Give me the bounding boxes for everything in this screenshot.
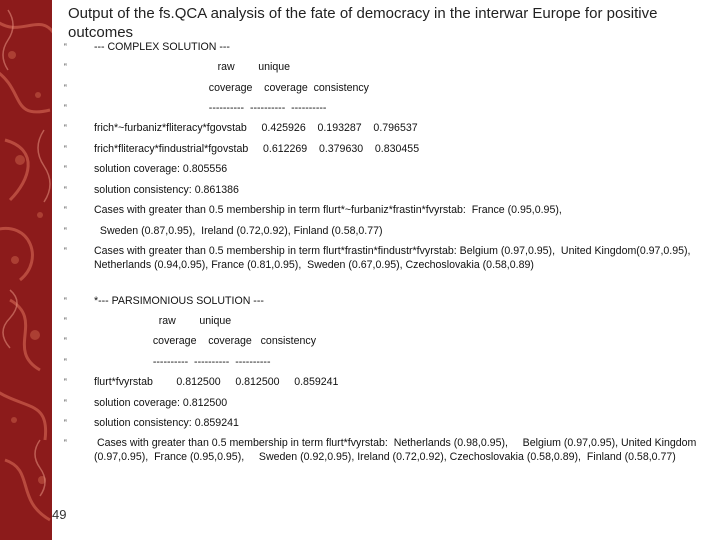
slide-title: Output of the fs.QCA analysis of the fate of democracy in the interwar Europe for positive outcomes xyxy=(68,5,658,41)
bullet-line xyxy=(64,376,712,397)
bullet-marker: ‟ xyxy=(64,246,67,256)
bullet-line xyxy=(64,82,712,102)
bullet-marker: ‟ xyxy=(64,123,67,133)
bullet-line xyxy=(64,102,712,122)
bullet-marker: ‟ xyxy=(64,103,67,113)
bullet-line xyxy=(64,397,712,417)
bullet-text: flurt*fvyrstab 0.812500 0.812500 0.859241 xyxy=(94,376,339,388)
bullet-line xyxy=(64,225,712,245)
bullet-text: Cases with greater than 0.5 membership in term flurt*frastin*findustr*fvyrstab: Belgium (0.97,0.95), United Kingdom(0.97,0.95), Netherlands (0.94,0.95), France (0.81,0.95), Sweden (0.67,0.95), Czechoslovakia (0.58,0.89) xyxy=(94,245,697,271)
page-number: 49 xyxy=(52,507,67,522)
bullet-marker: ‟ xyxy=(64,438,67,448)
bullet-line xyxy=(64,245,712,295)
bullet-line xyxy=(64,335,712,356)
bullet-text: Cases with greater than 0.5 membership in term flurt*fvyrstab: Netherlands (0.98,0.95), Belgium (0.97,0.95), United Kingdom (0.97,0.95), France (0.95,0.95), Sweden (0.92,0.95), Ireland (0.72,0.92), Czechoslovakia (0.58,0.89), Finland (0.58,0.77) xyxy=(94,437,700,463)
bullet-text: solution coverage: 0.805556 xyxy=(94,163,228,175)
bullet-line xyxy=(64,295,712,315)
bullet-line xyxy=(64,356,712,376)
bullet-line xyxy=(64,163,712,184)
bullet-text: solution consistency: 0.861386 xyxy=(94,184,239,196)
bullet-line xyxy=(64,417,712,437)
bullet-marker: ‟ xyxy=(64,398,67,408)
bullet-text: --- COMPLEX SOLUTION --- xyxy=(94,41,230,53)
bullet-marker: ‟ xyxy=(64,144,67,154)
bullet-line xyxy=(64,184,712,204)
bullet-line xyxy=(64,122,712,143)
bullet-line xyxy=(64,437,712,481)
bullet-line xyxy=(64,143,712,163)
bullet-line xyxy=(64,315,712,335)
bullet-marker: ‟ xyxy=(64,62,67,72)
bullet-marker: ‟ xyxy=(64,185,67,195)
bullet-marker: ‟ xyxy=(64,296,67,306)
bullet-text: frich*~furbaniz*fliteracy*fgovstab 0.425926 0.193287 0.796537 xyxy=(94,122,418,134)
bullet-line xyxy=(64,204,712,225)
bullet-text: *--- PARSIMONIOUS SOLUTION --- xyxy=(94,295,264,307)
bullet-line xyxy=(64,61,712,82)
bullet-marker: ‟ xyxy=(64,164,67,174)
bullet-marker: ‟ xyxy=(64,226,67,236)
bullet-text: ---------- ---------- ---------- xyxy=(94,356,271,368)
bullet-marker: ‟ xyxy=(64,336,67,346)
bullet-text: coverage coverage consistency xyxy=(94,82,369,94)
bullet-text: Cases with greater than 0.5 membership in term flurt*~furbaniz*frastin*fvyrstab: France (0.95,0.95), xyxy=(94,204,562,216)
bullet-marker: ‟ xyxy=(64,316,67,326)
bullet-text: ---------- ---------- ---------- xyxy=(94,102,327,114)
bullet-marker: ‟ xyxy=(64,83,67,93)
bullet-marker: ‟ xyxy=(64,42,67,52)
bullet-text: solution consistency: 0.859241 xyxy=(94,417,239,429)
bullet-text: raw unique xyxy=(94,315,232,327)
decorative-sidebar xyxy=(0,0,52,540)
bullet-text: solution coverage: 0.812500 xyxy=(94,397,228,409)
bullet-text: Sweden (0.87,0.95), Ireland (0.72,0.92), Finland (0.58,0.77) xyxy=(94,225,383,237)
bullet-marker: ‟ xyxy=(64,377,67,387)
bullet-marker: ‟ xyxy=(64,418,67,428)
bullet-text: coverage coverage consistency xyxy=(94,335,316,347)
bullet-marker: ‟ xyxy=(64,205,67,215)
bullet-line xyxy=(64,41,712,61)
bullet-text: frich*fliteracy*findustrial*fgovstab 0.612269 0.379630 0.830455 xyxy=(94,143,420,155)
bullet-list xyxy=(64,41,712,481)
bullet-marker: ‟ xyxy=(64,357,67,367)
ornament-pattern xyxy=(0,0,52,540)
bullet-text: raw unique xyxy=(94,61,291,73)
